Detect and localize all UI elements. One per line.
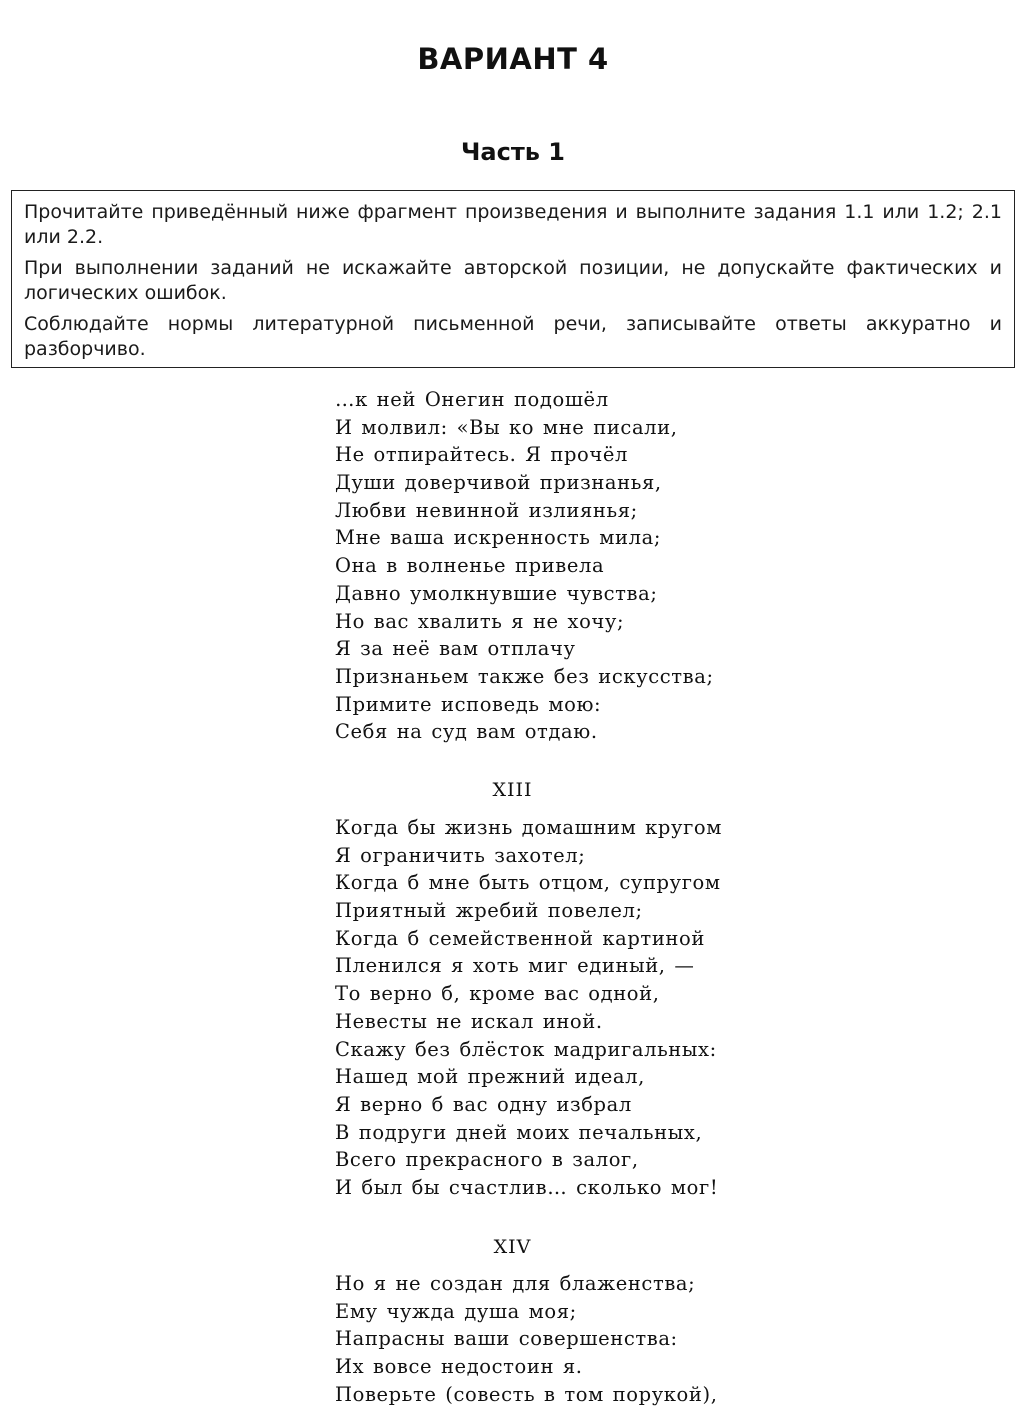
part-title: Часть 1 [461, 138, 565, 166]
poem-line: Невесты не искал иной. [335, 1009, 603, 1033]
poem-line: …к ней Онегин подошёл [335, 388, 609, 411]
poem-line: Признаньем также без искусства; [335, 664, 714, 688]
stanza-number-13: XIII [492, 779, 533, 801]
poem-line: Поверьте (совесть в том порукой), [335, 1382, 718, 1406]
poem-line: Когда бы жизнь домашним кругом [335, 816, 723, 839]
poem-line: Души доверчивой признанья, [335, 471, 662, 495]
poem-line: Давно умолкнувшие чувства; [335, 581, 658, 605]
poem-line: Я за неё вам отплачу [335, 637, 576, 661]
variant-title: ВАРИАНТ 4 [417, 42, 609, 76]
poem-line: Примите исповедь мою: [335, 692, 602, 716]
poem-line: И был бы счастлив… сколько мог! [335, 1175, 719, 1199]
instructions-box [11, 190, 1015, 368]
poem-line: Приятный жребий повелел; [335, 899, 643, 923]
poem-line: И молвил: «Вы ко мне писали, [335, 415, 678, 439]
stanza-number-14: XIV [493, 1236, 532, 1258]
poem-line: Но вас хвалить я не хочу; [335, 609, 625, 633]
poem-line: Не отпирайтесь. Я прочёл [335, 443, 629, 467]
poem-line: Их вовсе недостоин я. [335, 1355, 583, 1379]
poem-line: Когда б мне быть отцом, супругом [335, 871, 721, 895]
poem-line: Всего прекрасного в залог, [335, 1148, 639, 1172]
poem-line: Она в волненье привела [335, 554, 605, 578]
poem-line: Нашед мой прежний идеал, [335, 1065, 645, 1089]
stanza-13 [335, 814, 722, 1202]
instruction-paragraph: Прочитайте приведённый ниже фрагмент произведения и выполните задания 1.1 или 1.2; 2.1 или 2.2. [24, 201, 1002, 248]
poem-line: Я ограничить захотел; [335, 843, 586, 867]
poem-line: Когда б семейственной картиной [335, 926, 705, 950]
poem-line: То верно б, кроме вас одной, [335, 982, 660, 1006]
poem-line: Пленился я хоть миг единый, — [335, 954, 695, 978]
instruction-paragraph: Соблюдайте нормы литературной письменной речи, записывайте ответы аккуратно и разборчиво. [24, 313, 1002, 360]
poem-line: В подруги дней моих печальных, [335, 1120, 703, 1144]
poem-line: Я верно б вас одну избрал [335, 1092, 632, 1116]
poem-line: Ему чужда душа моя; [335, 1299, 577, 1323]
poem-line: Себя на суд вам отдаю. [335, 720, 598, 744]
poem-line: Любви невинной излиянья; [335, 498, 638, 522]
poem-line: Мне ваша искренность мила; [335, 526, 661, 550]
stanza-14 [335, 1270, 718, 1408]
poem-line: Напрасны ваши совершенства: [335, 1327, 678, 1351]
poem-line: Скажу без блёсток мадригальных: [335, 1037, 717, 1061]
stanza-12 [335, 386, 714, 746]
instruction-paragraph: При выполнении заданий не искажайте авторской позиции, не допускайте фактических и логических ошибок. [24, 257, 1002, 304]
poem-line: Но я не создан для блаженства; [335, 1272, 696, 1295]
